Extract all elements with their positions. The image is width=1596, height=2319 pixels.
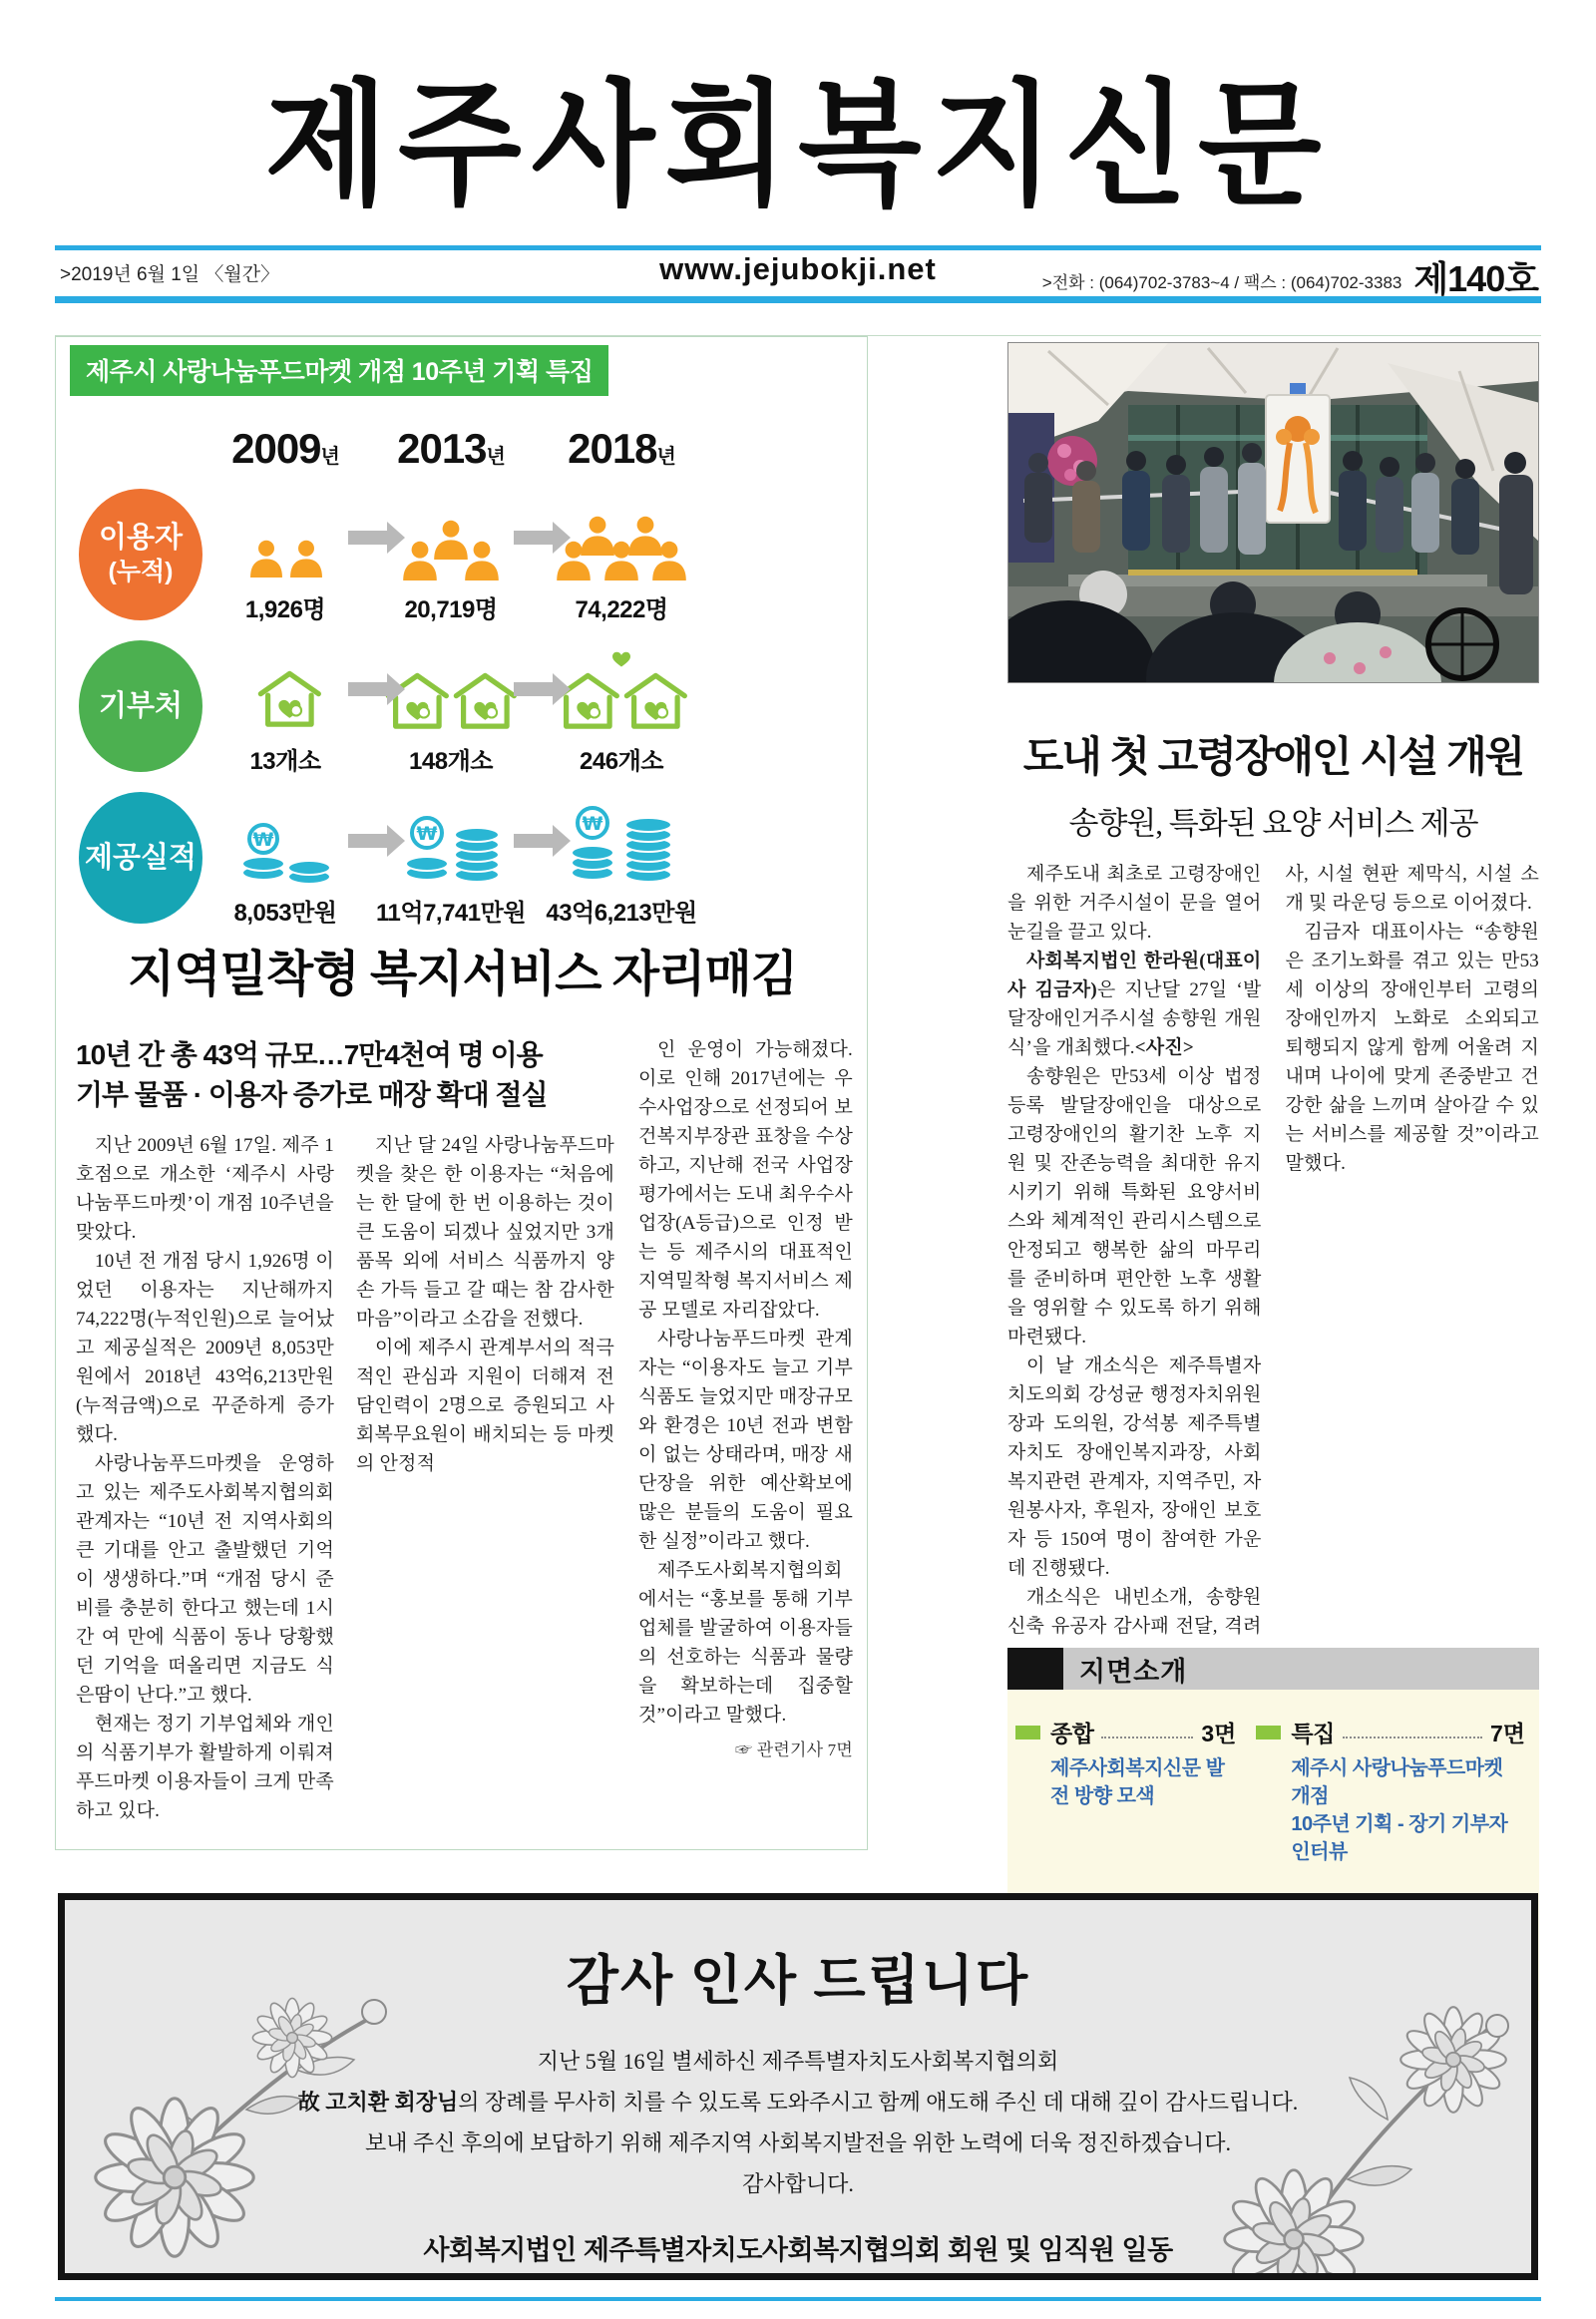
website-url: www.jejubokji.net	[659, 251, 937, 286]
paragraph: 현재는 정기 기부업체와 개인의 식품기부가 활발하게 이뤄져 푸드마켓 이용자들이 크게 만족하고 있다.	[76, 1714, 334, 1821]
anniversary-infographic	[66, 411, 696, 934]
users-icon	[554, 516, 689, 581]
arrow-icon	[348, 834, 388, 848]
users-icon	[396, 520, 506, 581]
year-2009: 2009년	[231, 425, 339, 472]
paragraph: 제주도사회복지협의회에서는 “홍보를 통해 기부업체를 발굴하여 이용자들의 선호하는 식품과 물량을 확보하는데 집중할 것”이라고 말했다.	[638, 1560, 853, 1726]
paragraph: 이 날 개소식은 제주특별자치도의회 강성균 행정자치위원장과 도의원, 강석봉 제주특별자치도 장애인복지과장, 사회복지관련 관계자, 지역주민, 자원봉사자, 후원자, 장애인 보호자 등 150여 명이 참여한 가운데 진행됐다.	[1007, 1355, 1262, 1579]
article-column-3	[638, 1035, 853, 1835]
arrow-icon	[348, 682, 388, 696]
donors-stat-circle: 기부처	[79, 640, 202, 772]
users-2018: 74,222명	[554, 479, 689, 630]
feature-article-box	[55, 336, 868, 1850]
main-headline: 지역밀착형 복지서비스 자리매김	[127, 947, 798, 1001]
black-square-icon	[1007, 1648, 1063, 1690]
paragraph: 제주도내 최초로 고령장애인을 위한 거주시설이 문을 열어 눈길을 끌고 있다.	[1007, 864, 1262, 943]
secondary-article-body	[1007, 860, 1539, 1642]
main-article-subhead: 10년 간 총 43억 규모…7만4천여 명 이용 기부 물품 · 이용자 증가로 매장 확대 절실	[76, 1039, 548, 1110]
users-2013: 20,719명	[396, 479, 506, 630]
svg-text:₩: ₩	[416, 823, 438, 845]
amount-2009: ₩ 8,053만원	[233, 782, 337, 934]
secondary-headline: 도내 첫 고령장애인 시설 개원	[1022, 733, 1524, 780]
thanks-message: 지난 5월 16일 별세하신 제주특별자치도사회복지협의회 故 고치환 회장님의 장례를 무사히 치를 수 있도록 도와주시고 함께 애도해 주신 데 대해 깊이 감사드립니다. 보내 주신 후의에 보답하기 위해 제주지역 사회복지발전을 위한 노력에 더욱 정진하겠습니다. 감사합니다.	[297, 2049, 1299, 2196]
year-2018: 2018년	[568, 425, 675, 472]
svg-text:₩: ₩	[252, 829, 274, 851]
paragraph: 지난 2009년 6월 17일. 제주 1호점으로 개소한 ‘제주시 사랑나눔푸드마켓’이 개점 10주년을 맞았다.	[76, 1135, 334, 1243]
svg-text:₩: ₩	[582, 813, 603, 835]
paragraph: 사랑나눔푸드마켓 관계자는 “이용자도 늘고 기부식품도 늘었지만 매장규모와 환경은 10년 전과 변함이 없는 상태라며, 매장 새단장을 위한 예산확보에 많은 분들의 도움이 필요한 실정”이라고 했다.	[638, 1329, 853, 1552]
arrow-icon	[514, 531, 554, 545]
coins-icon	[395, 807, 507, 885]
masthead-rule-top	[55, 245, 1541, 250]
users-icon	[243, 534, 327, 581]
paragraph: 지난 달 24일 사랑나눔푸드마켓을 찾은 한 이용자는 “처음에는 한 달에 한 번 이용하는 것이 큰 도움이 되겠나 싶었지만 3개 품목 외에 서비스 식품까지 양손 가득 들고 갈 때는 참 감사한 마음”이라고 소감을 전했다.	[356, 1135, 614, 1330]
contact-info: >전화 : (064)702-3783~4 / 팩스 : (064)702-3383	[1041, 273, 1402, 292]
donors-2018: 246개소	[555, 630, 688, 782]
coins-icon	[559, 799, 684, 885]
paragraph: 이에 제주시 관계부서의 적극적인 관심과 지원이 더해져 전담인력이 2명으로 증원되고 사회복무요원이 배치되는 등 마켓의 안정적	[356, 1338, 614, 1474]
special-feature-badge: 제주시 사랑나눔푸드마켓 개점 10주년 기획 특집	[70, 345, 608, 396]
photo-illustration	[1008, 343, 1539, 683]
publication-date: >2019년 6월 1일 〈월간〉	[60, 264, 280, 285]
donor-house-icon	[555, 651, 688, 733]
guide-item-general: 종합 3면 제주사회복지신문 발전 방향 모색	[1015, 1716, 1236, 1866]
related-article-note: ☞ 관련기사 7면	[735, 1740, 853, 1759]
amount-stat-circle: 제공실적	[79, 792, 202, 924]
paragraph: 인 운영이 가능해졌다. 이로 인해 2017년에는 우수사업장으로 선정되어 보건복지부장관 표창을 수상하고, 지난해 전국 사업장 평가에서는 도내 최우수사업장(A등급)으로 인정 받는 등 제주시의 대표적인 지역밀착형 복지서비스 제공 모델로 자리잡았다.	[638, 1039, 853, 1321]
footer-rule	[55, 2297, 1541, 2301]
paragraph: 김금자 대표이사는 “송향원은 조기노화를 겪고 있는 만53세 이상의 장애인부터 고령의 장애인까지 노화로 소외되고 퇴행되지 않게 함께 어울려 지내며 나이에 맞게 존중받고 건강한 삶을 느끼며 살아갈 수 있는 서비스를 제공할 것”이라고 말했다.	[1285, 922, 1539, 1174]
paragraph: 10년 전 개점 당시 1,926명 이었던 이용자는 지난해까지 74,222명(누적인원)으로 늘어났고 제공실적은 2009년 8,053만원에서 2018년 43억6,213만원(누적금액)으로 꾸준하게 증가했다.	[76, 1251, 334, 1445]
contact-issue-group	[1042, 251, 1538, 302]
bullet-icon	[1015, 1726, 1040, 1739]
donors-2009: 13개소	[249, 630, 321, 782]
paragraph: 개소식은 내빈소개, 송향원 신축 유공자 감사패 전달, 격려사, 시설 현판 제막식, 시설 소개 및 라운딩 등으로 이어졌다.	[1007, 864, 1539, 1637]
page-guide-title: 지면소개	[1079, 1656, 1188, 1687]
arrow-icon	[514, 834, 554, 848]
main-article-body	[76, 1035, 853, 1835]
dotted-leader	[1101, 1737, 1193, 1739]
paragraph: 송향원은 만53세 이상 법정 등록 발달장애인을 대상으로 고령장애인의 활기찬 노후 지원 및 잔존능력을 최대한 유지시키기 위해 특화된 요양서비스와 체계적인 관리시스템으로 안정되고 행복한 삶의 마무리를 준비하며 편안한 노후 생활을 영위할 수 있도록 하기 위해 마련됐다.	[1007, 1066, 1262, 1348]
donor-house-icon	[249, 669, 321, 733]
page-guide-header	[1007, 1648, 1539, 1690]
year-2013: 2013년	[397, 425, 505, 472]
coins-icon	[233, 821, 337, 885]
thanks-signature: 사회복지법인 제주특별자치도사회복지협의회 회원 및 임직원 일동	[423, 2235, 1173, 2265]
issue-number: 제140호	[1413, 258, 1538, 299]
dotted-leader	[1343, 1737, 1482, 1739]
arrow-icon	[514, 682, 554, 696]
newspaper-title: 제주사회복지신문	[264, 71, 1332, 221]
users-2009: 1,926명	[243, 479, 327, 630]
opening-ceremony-photo	[1007, 342, 1539, 683]
paragraph: 사랑나눔푸드마켓을 운영하고 있는 제주도사회복지협의회 관계자는 “10년 전 지역사회의 큰 기대를 안고 출발했던 기억이 생생하다.”며 “개점 당시 준비를 충분히 한다고 했는데 1시간 여 만에 식품이 동나 당황했던 기억을 떠올리면 지금도 식은땀이 난다.”고 했다.	[76, 1453, 334, 1706]
users-stat-circle: 이용자 (누적)	[79, 489, 202, 620]
bullet-icon	[1256, 1726, 1281, 1739]
donors-2013: 148개소	[384, 630, 518, 782]
article-columns-1-2	[76, 1131, 614, 1835]
thanks-notice-box	[58, 1893, 1538, 2280]
thanks-title: 감사 인사 드립니다	[566, 1951, 1030, 2011]
guide-item-special: 특집 7면 제주시 사랑나눔푸드마켓 개점 10주년 기획 - 장기 기부자 인터뷰	[1256, 1716, 1525, 1866]
secondary-subhead: 송향원, 특화된 요양 서비스 제공	[1068, 806, 1478, 841]
arrow-icon	[348, 531, 388, 545]
amount-2013: ₩ 11억7,741만원	[376, 782, 526, 934]
paragraph: 사회복지법인 한라원(대표이사 김금자)은 지난달 27일 ‘발달장애인거주시설 송향원 개원식’을 개최했다.<사진>	[1007, 951, 1262, 1058]
amount-2018: ₩ 43억6,213만원	[546, 782, 696, 934]
